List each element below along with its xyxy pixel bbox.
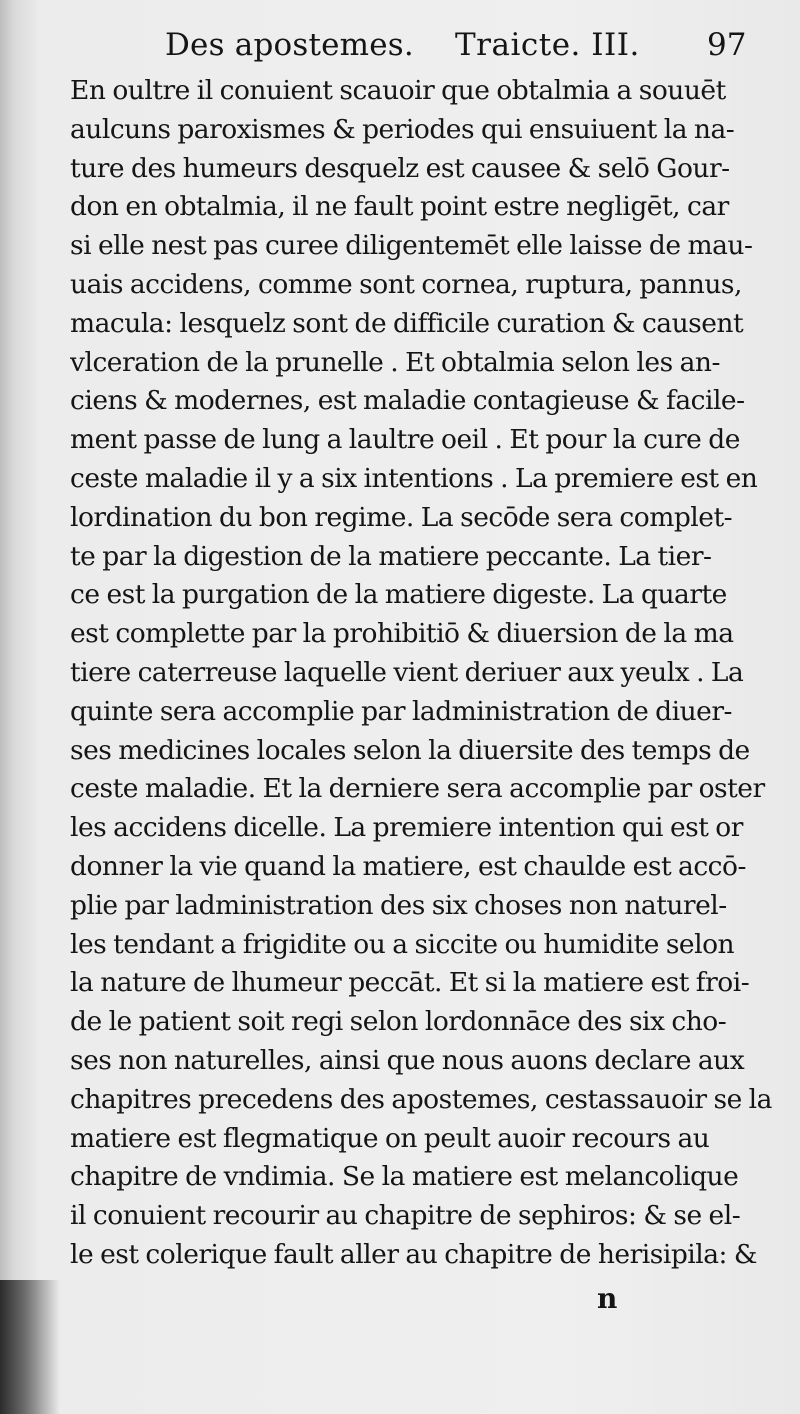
- text-line: ture des humeurs desquelz est causee & selō Gour-: [70, 152, 730, 184]
- text-line: les tendant a frigidite ou a siccite ou humidite selon: [70, 928, 735, 960]
- treatise-label: Traicte. III.: [455, 27, 640, 63]
- text-line: ceste maladie. Et la derniere sera accomplie par oster: [70, 773, 765, 805]
- text-line: ment passe de lung a laultre oeil . Et pour la cure de: [70, 424, 740, 456]
- gutter-shadow: [0, 1280, 60, 1414]
- text-line: matiere est flegmatique on peult auoir recours au: [70, 1122, 710, 1154]
- text-line: quinte sera accomplie par ladministration de diuer-: [70, 695, 732, 727]
- text-line: les accidens dicelle. La premiere intention qui est or: [70, 812, 743, 844]
- body-text: [70, 72, 772, 1275]
- text-line: il conuient recourir au chapitre de sephiros: & se el-: [70, 1200, 741, 1232]
- text-line: si elle nest pas curee diligentemēt elle laisse de mau-: [70, 230, 753, 262]
- text-line: ciens & modernes, est maladie contagieuse & facile-: [70, 385, 745, 417]
- text-line: donner la vie quand la matiere, est chaulde est accō-: [70, 850, 746, 882]
- text-line: ses medicines locales selon la diuersite des temps de: [70, 734, 750, 766]
- text-line: uais accidens, comme sont cornea, ruptura, pannus,: [70, 268, 742, 300]
- text-line: la nature de lhumeur peccāt. Et si la matiere est froi-: [70, 967, 750, 999]
- text-line: le est colerique fault aller au chapitre de herisipila: &: [70, 1238, 757, 1270]
- text-line: don en obtalmia, il ne fault point estre negligēt, car: [70, 191, 729, 223]
- text-line: de le patient soit regi selon lordonnāce des six cho-: [70, 1006, 727, 1038]
- text-line: tiere caterreuse laquelle vient deriuer aux yeulx . La: [70, 656, 744, 688]
- signature-mark: n: [597, 1282, 618, 1315]
- text-line: ce est la purgation de la matiere digeste. La quarte: [70, 579, 727, 611]
- text-line: lordination du bon regime. La secōde sera complet-: [70, 501, 733, 533]
- running-header: [165, 22, 765, 68]
- text-line: vlceration de la prunelle . Et obtalmia selon les an-: [70, 346, 720, 378]
- text-line: En oultre il conuient scauoir que obtalmia a souuēt: [70, 75, 726, 106]
- text-line: est complette par la prohibitiō & diuersion de la ma: [70, 618, 734, 650]
- text-line: chapitres precedens des apostemes, cestassauoir se la: [70, 1083, 772, 1115]
- running-title: Des apostemes.: [165, 27, 414, 63]
- text-line: chapitre de vndimia. Se la matiere est melancolique: [70, 1161, 739, 1193]
- text-line: ses non naturelles, ainsi que nous auons declare aux: [70, 1044, 745, 1076]
- text-line: ceste maladie il y a six intentions . La premiere est en: [70, 462, 758, 494]
- text-line: plie par ladministration des six choses non naturel-: [70, 889, 727, 921]
- text-line: aulcuns paroxismes & periodes qui ensuiuent la na-: [70, 113, 735, 145]
- text-line: te par la digestion de la matiere peccante. La tier-: [70, 540, 712, 572]
- page-number: 97: [707, 27, 747, 63]
- text-line: macula: lesquelz sont de difficile curation & causent: [70, 307, 744, 339]
